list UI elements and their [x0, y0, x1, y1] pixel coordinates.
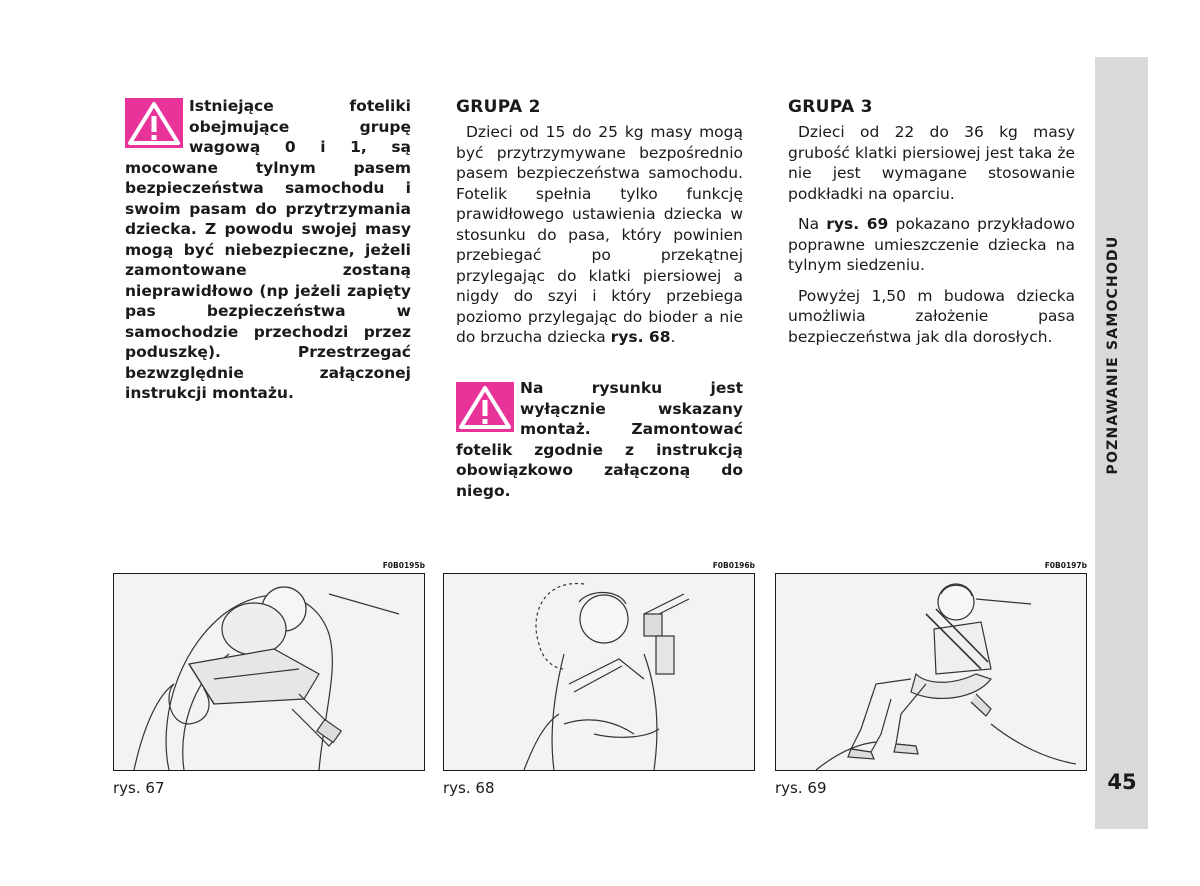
figure-68 [443, 561, 755, 797]
paragraph: Powyżej 1,50 m budowa dziecka umożliwia założenie pasa bezpieczeństwa jak dla dorosłych. [788, 286, 1075, 346]
warning-block-2 [456, 378, 743, 501]
section-heading: GRUPA 3 [788, 97, 873, 117]
warning-block-1 [125, 96, 411, 404]
column-grupa-3 [788, 96, 1075, 357]
warning-text: Na rysunku jest wyłącznie wskazany montaż. Zamontować fotelik zgodnie z instrukcją obowiązkowo załączoną do niego. [456, 379, 743, 500]
paragraph: Na rys. 69 pokazano przykładowo poprawne umieszczenie dziecka na tylnym siedzeniu. [788, 215, 1075, 274]
illustration-booster-cushion-group-3 [775, 573, 1087, 771]
illustration-child-seat-group-0-1 [113, 573, 425, 771]
figure-caption: rys. 68 [443, 779, 495, 797]
figure-67 [113, 561, 425, 797]
figure-caption: rys. 69 [775, 779, 827, 797]
figure-code: F0B0197b [1044, 561, 1087, 570]
chapter-title: POZNAWANIE SAMOCHODU [1105, 235, 1121, 475]
warning-triangle-icon [125, 98, 183, 148]
section-heading: GRUPA 2 [456, 97, 541, 117]
warning-triangle-icon [456, 382, 514, 432]
figure-reference: rys. 69 [826, 215, 889, 233]
paragraph: Dzieci od 15 do 25 kg masy mogą być przytrzymywane bezpośrednio pasem bezpieczeństwa samochodu. Fotelik spełnia tylko funkcję prawidłowego ustawienia dziecka w stosunku do pasa, który powinien przebiegać po przekątnej przylegając do klatki piersiowej a nigdy do szyi i który przebiega poziomo przylegając do bioder a nie do brzucha dziecka rys. 68. [456, 123, 743, 346]
figure-reference: rys. 68 [610, 328, 671, 346]
warning-text: Istniejące foteliki obejmujące grupę wagową 0 i 1, są mocowane tylnym pasem bezpieczeństwa samochodu i swoim pasam do przytrzymania dziecka. Z powodu swojej masy mogą być niebezpieczne, jeżeli zamontowane zostaną nieprawidłowo (np jeżeli zapięty pas bezpieczeństwa w samochodzie przechodzi przez poduszkę). Przestrzegać bezwzględnie załączonej instrukcji montażu. [125, 97, 411, 402]
column-grupa-2 [456, 96, 743, 358]
illustration-child-seat-group-2 [443, 573, 755, 771]
paragraph: Dzieci od 22 do 36 kg masy grubość klatki piersiowej jest taka że nie jest wymagane stosowanie podkładki na oparciu. [788, 123, 1075, 203]
figure-caption: rys. 67 [113, 779, 165, 797]
figure-69 [775, 561, 1087, 797]
page-number: 45 [1107, 770, 1137, 794]
chapter-side-tab [1095, 57, 1148, 829]
figure-code: F0B0196b [712, 561, 755, 570]
figure-code: F0B0195b [382, 561, 425, 570]
